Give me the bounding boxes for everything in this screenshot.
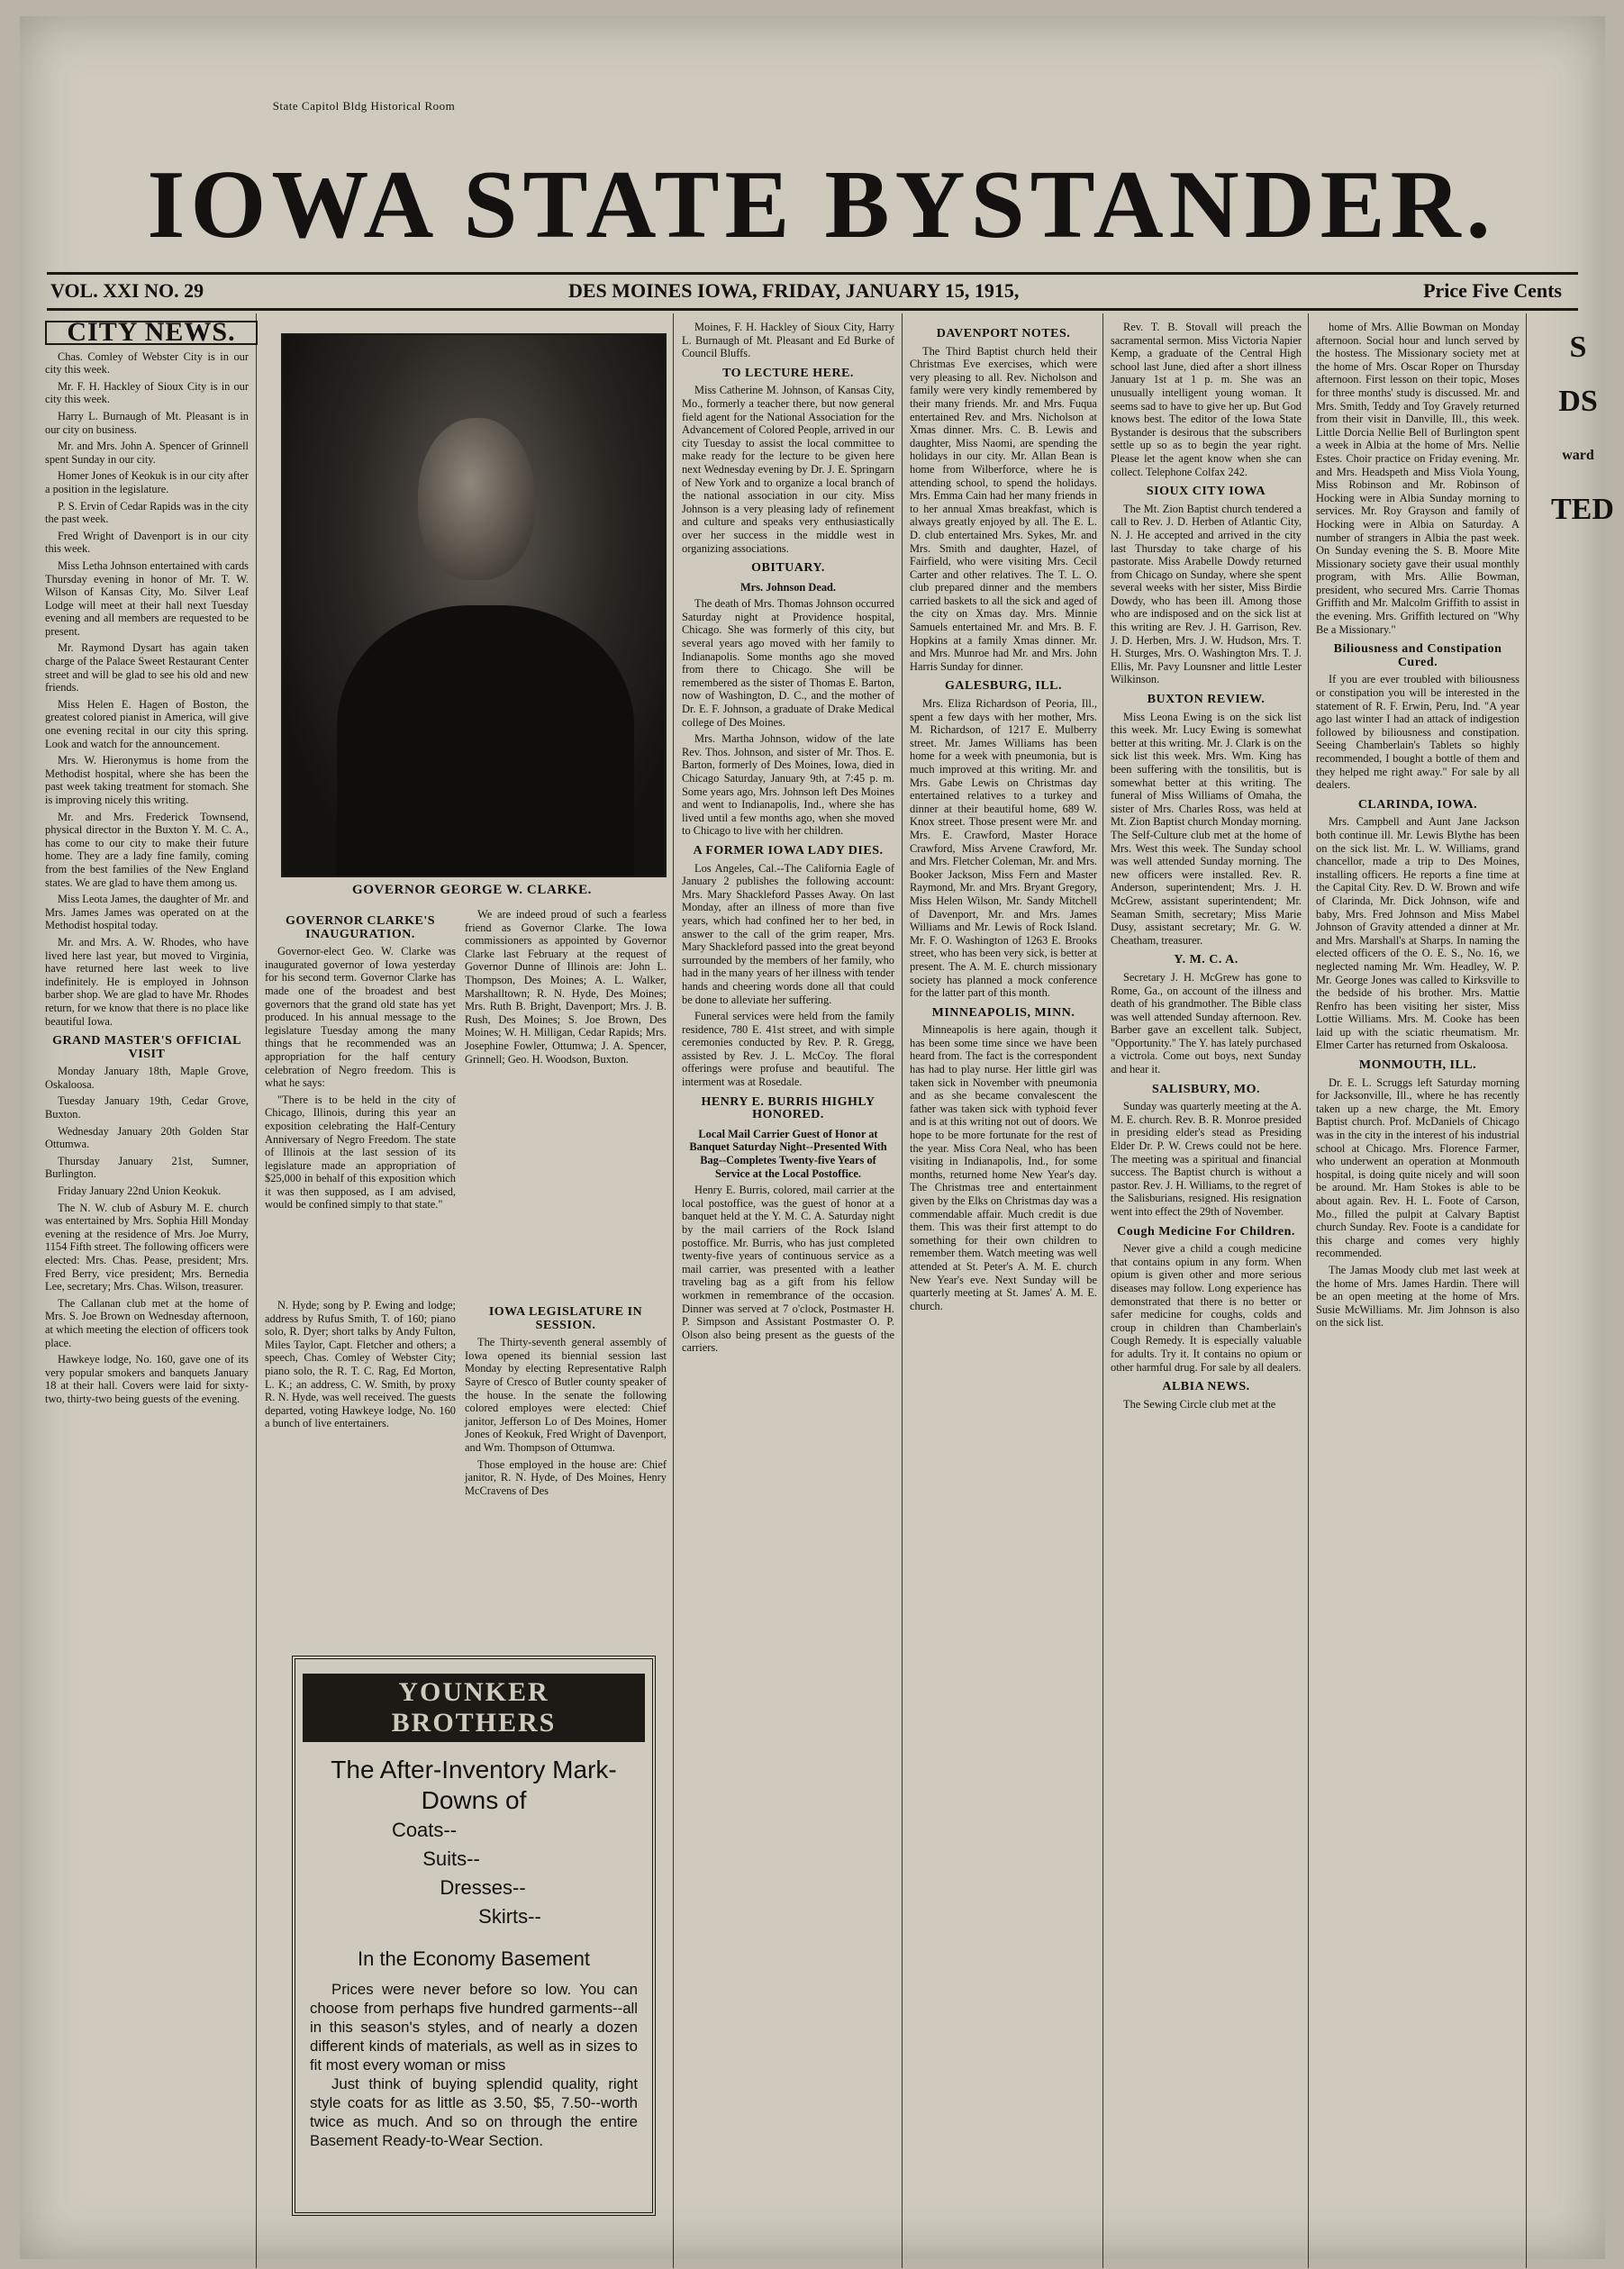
dateline: [50, 279, 1573, 306]
article-paragraph: Miss Leona Ewing is on the sick list this week. Mr. Lucy Ewing is somewhat better at this writing. Mr. J. Clark is on the sick list this week. Mrs. Wm. King has been suffering with the tonsilitis, but is somewhat better at this writing. The funeral of Miss Williams of Omaha, the sister of Mrs. Charles Ross, was held at Mt. Zion Baptist church Monday morning. The Self-Culture club met at the home of Mrs. West this week. The Sunday school was well attended Sunday morning. The new officers were installed. Rev. R. Anderson, superintendent; Mrs. J. H. McGrew, assistant superintendent; Mr. Seaman Smith, secretary; Miss Marie Dusy, assistant secretary; Mr. G. W. Cheatham, treasurer.: [1111, 710, 1302, 947]
article-paragraph: Mrs. Campbell and Aunt Jane Jackson both continue ill. Mr. Lewis Blythe has been on the sick list. Mr. L. W. Williams, grand chancellor, made a trip to Des Moines, installing officers. He reports a fine time at the Capital City. Rev. D. W. Brown and wife of Clarinda, Mr. Dick Johnson, wife and baby, Mrs. Fred Johnson and Miss Mabel Johnson of Gravity attended a dinner at Mr. and Mrs. Marshall's at Sharps. In naming the elected officers of the O. E. S., No. 16, we neglected naming Mr. Wm. Headley, W. P. Mr. George Jones was called to Kirksville to the bedside of his brother. Mrs. Mattie Renfro has been visiting her sister, Miss Lottie Williams. Mrs. M. Cooke has been laid up with the sciatic rheumatism. Mr. Elmer Carter has returned from Oskaloosa.: [1316, 815, 1520, 1052]
article-paragraph: Never give a child a cough medicine that contains opium in any form. When opium is given other and more serious diseases may follow. Long experience has demonstrated that there is no better or safer medicine for coughs, colds and croup in children than Chamberlain's Cough Remedy. It is especially valuable for adults. Try it. It contains no opium or other harmful drug. For sale by all dealers.: [1111, 1242, 1302, 1374]
article-paragraph: Secretary J. H. McGrew has gone to Rome, Ga., on account of the illness and death of his grandmother. The Bible class was well attended Sunday afternoon. Rev. Barber gave an excellent talk. Subject, "Opportunity." The Y. has lately purchased a victrola. Come out boys, next Sunday and hear it.: [1111, 970, 1302, 1076]
grand-master-heading: GRAND MASTER'S OFFICIAL VISIT: [52, 1034, 241, 1061]
article-paragraph: Funeral services were held from the family residence, 780 E. 41st street, and with simple ceremonies conducted by Rev. P. R. Gregg, assisted by Rev. J. L. McCoy. The floral offerings were profuse and beautiful. The interment was at Rosedale.: [682, 1010, 894, 1089]
article-paragraph: Governor-elect Geo. W. Clarke was inaugurated governor of Iowa yesterday for his second term. Governor Clarke has made one of the broadest and best governors that the grand old state has yet produced. In his annual message to the legislature Tuesday among the many things that he recommended was an appropriation for the half century celebration of Negro freedom. This is what he says:: [265, 945, 456, 1090]
news-item: Hawkeye lodge, No. 160, gave one of its very popular smokers and banquets January 18 at their hall. Covers were laid for sixty-two, thirty-two being guests of the evening.: [45, 1353, 249, 1405]
ad-brand: YOUNKER BROTHERS: [303, 1674, 645, 1742]
article-paragraph: Minneapolis is here again, though it has been some time since we have been heard from. The fact is the correspondent has had to play nurse. Her little girl was taken sick in November with pneumonia and as she became convalescent the father was taken sick with typhoid fever and is at this writing not out of doors. We hope to be more fortunate for the rest of the year. Miss Cora Neal, who has been visiting in Indianapolis, Ind., for some months, returned home New Year's day. The Christmas tree and entertainment given by the Elks on Christmas day was a commendable affair. Much credit is due them. This was their first attempt to do something for their own children to remember them. Watch meeting was well attended at St. Peter's A. M. E. church New Year's eve. Next Sunday will be quarterly meeting at St. James' A. M. E. church.: [910, 1023, 1097, 1312]
article-paragraph: Henry E. Burris, colored, mail carrier at the local postoffice, was the guest of honor at a banquet held at the Y. M. C. A. Saturday night by the mail carriers of the Rock Island postoffice. Mr. Burris, who has just completed twenty-five years of continuous service as a mail carrier, was presented with a leather traveling bag as a gift from his fellow workmen in remembrance of the occasion. Dinner was served at 7 o'clock, Postmaster H. P. Simpson and Assistant Postmaster O. P. Olson also being present as the guests of the carriers.: [682, 1184, 894, 1355]
fragment-text: ward: [1562, 448, 1594, 463]
fragment-text: DS: [1558, 385, 1598, 418]
news-item: The Callanan club met at the home of Mrs. S. Joe Brown on Wednesday afternoon, at which meeting the election of officers took place.: [45, 1296, 249, 1349]
burris-subheading: Local Mail Carrier Guest of Honor at Banquet Saturday Night--Presented With Bag--Completes Twenty-five Years of Service at the Local Postoffice.: [689, 1127, 887, 1180]
issue-date: DES MOINES IOWA, FRIDAY, JANUARY 15, 1915,: [568, 279, 1020, 302]
biliousness-heading: Biliousness and Constipation Cured.: [1333, 642, 1502, 669]
albia-heading: ALBIA NEWS.: [1162, 1380, 1250, 1394]
ad-item: Dresses--: [440, 1876, 526, 1899]
younker-advertisement: [292, 1656, 656, 2216]
news-item: P. S. Ervin of Cedar Rapids was in the city the past week.: [45, 499, 249, 526]
dateline-rule: [47, 308, 1578, 311]
news-item: Friday January 22nd Union Keokuk.: [58, 1184, 222, 1198]
city-news-column: [45, 317, 249, 2257]
clarinda-heading: CLARINDA, IOWA.: [1357, 797, 1478, 812]
article-paragraph: The Mt. Zion Baptist church tendered a call to Rev. J. D. Herben of Atlantic City, N. J. He accepted and arrived in the city last Thursday to take charge of his pastorate. Miss Arabelle Dowdy returned from Chicago on Sunday, where she spent several weeks with her sister, Miss Birdie Dowdy, who has been ill. Among those who are indisposed and on the sick list at this writing are Rev. J. H. Garrison, Rev. J. D. Herben, Mrs. J. W. Hudson, Mrs. T. H. Sturges, Mrs. O. Washington Mrs. T. J. Ellis, Mr. Pavy Lounsner and little Lester Wilkinson.: [1111, 502, 1302, 686]
news-item: Monday January 18th, Maple Grove, Oskaloosa.: [45, 1065, 249, 1091]
lady-dies-heading: A FORMER IOWA LADY DIES.: [693, 843, 884, 858]
article-paragraph: Dr. E. L. Scruggs left Saturday morning for Jacksonville, Ill., where he has recently taken up a new charge, the Mt. Emory Baptist church. Prof. McDaniels of Chicago was in the city in the interest of his industrial school at Chicago. Mrs. Florence Farmer, who underwent an operation at Monmouth hospital, is doing quite nicely and will soon be around. Mr. Ham Stokes is able to be about again. Rev. H. L. Foote of Carson, Mo., filled the pulpit at Calvary Baptist church Sunday. Rev. Foote is a candidate for this charge and comes very highly recommended.: [1316, 1076, 1520, 1260]
ad-subheading: In the Economy Basement: [357, 1947, 591, 1970]
galesburg-heading: GALESBURG, ILL.: [944, 679, 1063, 694]
legislature-heading: IOWA LEGISLATURE IN SESSION.: [488, 1305, 643, 1332]
column-rule: [673, 313, 674, 2268]
column-rule: [1308, 313, 1309, 2268]
cropped-column-fragment: [1551, 321, 1614, 681]
article-paragraph: home of Mrs. Allie Bowman on Monday afternoon. Social hour and lunch served by the hostess. The Missionary society met at the home of Mrs. Oscar Roper on Thursday afternoon. First lesson on their topic, Moses for three months' study is discussed. Mr. and Mrs. Smith, Teddy and Toy Gravely returned from their visit in Danville, Ill., this week. Little Dorcia Nellie Bell of Burlington spent a week in Albia at the home of Mrs. Nellie Estes. Choir practice on Friday evening. Mr. and Mrs. Headspeth and Miss Viola Young, Miss Robinson and Mr. Robinson of Hocking were in Albia Sunday morning to services. Mr. Roy Grayson and family of Hocking were in Albia on Saturday. A number of strangers in Albia the past week. On Sunday evening the S. B. Moore Mite Missionary society gave their usual monthly program, with Mrs. Allie Bowman, president, who secured Mrs. Carrie Thomas Griffith and Mr. Malcolm Griffith to assist in the evening. Mrs. Griffith lectured on "Why Be a Missionary.": [1316, 321, 1520, 636]
library-stamp: State Capitol Bldg Historical Room: [272, 99, 456, 113]
legislature-column: [465, 1299, 667, 1641]
buxton-heading: BUXTON REVIEW.: [1147, 693, 1266, 707]
obituary-heading: OBITUARY.: [751, 561, 825, 576]
issue-price: Price Five Cents: [1423, 279, 1562, 302]
news-item: Wednesday January 20th Golden Star Ottumwa.: [45, 1124, 249, 1151]
top-rule: [47, 272, 1578, 275]
article-paragraph: Miss Catherine M. Johnson, of Kansas City, Mo., formerly a teacher there, but now general field agent for the National Association for the Advancement of Colored People, arrived in our city Tuesday to assist the local committee to make ready for the lecture to be given here next Wednesday evening by Dr. J. E. Springarn of New York and to organize a local branch of the national association in our city. Miss Johnson is a very pleasing lady of refinement and culture and speaks very enthusiastically over her success in the middle west in organizing associations.: [682, 384, 894, 555]
article-paragraph: The Jamas Moody club met last week at the home of Mrs. James Hardin. There will be an open meeting at the home of Mrs. Susie McWilliams. Mr. Jim Johnson is also on the sick list.: [1316, 1263, 1520, 1330]
davenport-heading: DAVENPORT NOTES.: [936, 327, 1071, 340]
news-item: Miss Letha Johnson entertained with cards Thursday evening in honor of Mr. T. W. Wilson of Kansas City, Mo. Silver Leaf Lodge will meet at their hall next Tuesday evening and all members are requested to be present.: [45, 558, 249, 638]
newspaper-page: [20, 16, 1614, 2259]
article-paragraph: Mrs. Eliza Richardson of Peoria, Ill., spent a few days with her mother, Mrs. M. Richardson, of 1217 E. Mulberry street. Mr. James Williams has been home for a week with pneumonia, but is much improved at this writing. Mr. and Mrs. Gabe Lewis on Christmas day entertained relatives to a turkey and dinner at their beautiful home, 689 W. Knox street. Those present were Mr. and Mrs. E. Crawford, Master Horace Crawford, Miss Arvene Crawford, Mr. and Mrs. Fletcher Coleman, Mr. and Mrs. Booker Jackson, Miss Fern and Master Raymond, Mr. and Mrs. Bryant Gregory, Miss Helen Wilson, Mr. Sandy Mitchell of Davenport, Mr. and Mrs. James Williams and Mr. Lewis of Rock Island. Mr. F. O. Washington of 1263 E. Brooks street, who has been very sick, is better at present. The A. M. E. church missionary society has planned a mock conference for the latter part of this month.: [910, 697, 1097, 1000]
ad-paragraph: Prices were never before so low. You can choose from perhaps five hundred garments--all in this season's styles, and of nearly a dozen different kinds of materials, as well as in sizes to fit most every woman or miss: [310, 1981, 638, 2074]
ymca-heading: Y. M. C. A.: [1174, 953, 1238, 967]
news-item: Mr. and Mrs. Frederick Townsend, physical director in the Buxton Y. M. C. A., has come to our city to make their future home. They are a lady fine family, coming from the best families of the New England states. We are glad to have them among us.: [45, 810, 249, 889]
column-five: [910, 321, 1097, 2257]
governor-portrait: [281, 333, 667, 877]
lecture-heading: TO LECTURE HERE.: [722, 366, 854, 380]
article-paragraph: We are indeed proud of such a fearless friend as Governor Clarke. The Iowa commissioners as appointed by Governor Clarke last February at the request of Governor Dunne of Illinois are: John L. Thompson, Des Moines; A. L. Walker, Marshalltown; R. N. Hyde, Des Moines; Mrs. Ruth B. Bright, Davenport; Mrs. J. B. Rush, Des Moines; S. Joe Brown, Des Moines; W. H. Milligan, Cedar Rapids; Mrs. Josephine Fowler, Ottumwa; J. A. Spencer, Grinnell; Geo. H. Woodson, Buxton.: [465, 908, 667, 1066]
news-item: Homer Jones of Keokuk is in our city after a position in the legislature.: [45, 469, 249, 495]
cough-medicine-heading: Cough Medicine For Children.: [1117, 1224, 1295, 1239]
masthead-title: IOWA STATE BYSTANDER.: [147, 151, 1496, 259]
burris-heading: HENRY E. BURRIS HIGHLY HONORED.: [701, 1094, 876, 1122]
ad-paragraph: Just think of buying splendid quality, right style coats for as little as 3.50, $5, 7.50--worth twice as much. And so on through the entire Basement Ready-to-Wear Section.: [310, 2075, 638, 2149]
news-item: Mrs. W. Hieronymus is home from the Methodist hospital, where she has been the past week taking treatment for stomach. She is improving nicely this writing.: [45, 754, 249, 806]
news-item: Chas. Comley of Webster City is in our city this week.: [45, 349, 249, 377]
article-paragraph: Moines, F. H. Hackley of Sioux City, Harry L. Burnaugh of Mt. Pleasant and Ed Burke of Council Bluffs.: [682, 321, 894, 360]
column-seven: [1316, 321, 1520, 2257]
hawkeye-column: [265, 1299, 456, 1641]
column-rule: [1102, 313, 1103, 2268]
news-item: Thursday January 21st, Sumner, Burlington.: [45, 1154, 249, 1181]
news-item: Miss Leota James, the daughter of Mr. and Mrs. James James was operated on at the Methodist hospital today.: [45, 893, 249, 932]
article-paragraph: The Thirty-seventh general assembly of Iowa opened its biennial session last Monday by electing Representative Ralph Sayre of Cresco of Butler county speaker of the house. In the senate the following colored employes were elected: Chief janitor, Jefferson Lo of Des Moines, Homer Jones of Keokuk, Fred Wright of Davenport, and Wm. Thompson of Ottumwa.: [465, 1336, 667, 1454]
article-paragraph: Mrs. Martha Johnson, widow of the late Rev. Thos. Johnson, and sister of Mr. Thos. E. Barton, formerly of Des Moines, Iowa, died in Chicago Saturday, January 9th, at 7:45 p. m. Some years ago, Mrs. Johnson left Des Moines and went to Indianapolis, Ind., where she has lived until a few months ago, when she moved to Chicago to live with her children.: [682, 732, 894, 838]
column-six: [1111, 321, 1302, 2257]
news-item: Fred Wright of Davenport is in our city this week.: [45, 529, 249, 556]
column-four: [682, 321, 894, 2257]
volume-number: VOL. XXI NO. 29: [50, 279, 204, 302]
ad-item: Coats--: [391, 1819, 458, 1841]
article-paragraph: Los Angeles, Cal.--The California Eagle of January 2 publishes the following account: Mrs. Mary Shackleford Passes Away. On last Monday, after an illness of more than five years, which had confined her to her bed, in answer to the call of the grim reaper, Mrs. Mary Shackleford passed into the great beyond surrounded by the members of her family, who had in the many years of her illness with tender hands and cheering words done all that could be done to alleviate her suffering.: [682, 861, 894, 1006]
article-paragraph: If you are ever troubled with biliousness or constipation you will be interested in the statement of R. F. Erwin, Peru, Ind. "A year ago last winter I had an attack of indigestion followed by biliousness and constipation. Seeing Chamberlain's Tablets so highly recommended, I bought a bottle of them and they helped me right away." For sale by all dealers.: [1316, 673, 1520, 792]
monmouth-heading: MONMOUTH, ILL.: [1358, 1058, 1477, 1073]
news-item: Harry L. Burnaugh of Mt. Pleasant is in our city on business.: [45, 409, 249, 436]
news-item: Mr. F. H. Hackley of Sioux City is in our city this week.: [45, 379, 249, 406]
minneapolis-heading: MINNEAPOLIS, MINN.: [931, 1005, 1075, 1020]
column-rule: [902, 313, 903, 2268]
inauguration-heading: GOVERNOR CLARKE'S INAUGURATION.: [285, 914, 436, 941]
column-rule: [1526, 313, 1527, 2268]
column-rule: [256, 313, 257, 2268]
salisbury-heading: SALISBURY, MO.: [1152, 1082, 1260, 1096]
ad-headline: The After-Inventory Mark-Downs of: [331, 1756, 617, 1814]
ad-item: Skirts--: [478, 1905, 541, 1928]
portrait-face: [418, 418, 535, 580]
news-item: Mr. and Mrs. A. W. Rhodes, who have lived here last year, but moved to Virginia, have returned here last week to live indefinitely. He is employed in Johnson barber shop. We are glad to have Mr. Rhodes return, for we know that there is no place like beautiful Iowa.: [45, 935, 249, 1028]
article-paragraph: Those employed in the house are: Chief janitor, R. N. Hyde, of Des Moines, Henry McCravens of Des: [465, 1457, 667, 1497]
article-paragraph: Rev. T. B. Stovall will preach the sacramental sermon. Miss Victoria Napier Kemp, a graduate of the Central High school last June, died after a short illness January 1st at 1 p. m. She was an unusually intelligent young woman. It seems sad to have to give her up. But God knows best. The editor of the Iowa State Bystander is desirous that the subscribers settle up so as to begin the year right. Please let the agent know when she can collect. Telephone Colfax 242.: [1111, 321, 1302, 478]
ad-body: [303, 1980, 645, 2150]
article-paragraph: "There is to be held in the city of Chicago, Illinois, during this year an exposition celebrating the Half-Century Anniversary of Negro Freedom. The state of Illinois at the last session of its legislature made an appropriation of $25,000 in behalf of this exposition which it was then supposed, as I am advised, would be confined simply to that state.": [265, 1093, 456, 1212]
news-item: Miss Helen E. Hagen of Boston, the greatest colored pianist in America, will give one evening recital in our city this spring. Look and watch for the announcement.: [45, 697, 249, 750]
article-paragraph: The Sewing Circle club met at the: [1123, 1397, 1276, 1411]
fragment-text: S: [1569, 331, 1587, 364]
article-paragraph: Sunday was quarterly meeting at the A. M. E. church. Rev. B. R. Monroe presided in presiding elder's stead as Presiding Elder Dr. P. W. Crews could not be here. The meeting was a spiritual and financial success. The Baptist church is without a pastor. Rev. J. H. Williams, to the regret of the Salisburians, resigned. His resignation went into effect the 29th of November.: [1111, 1100, 1302, 1218]
ad-item: Suits--: [422, 1847, 480, 1870]
portrait-coat: [337, 605, 634, 876]
article-paragraph: The Third Baptist church held their Christmas Eve exercises, which were very pleasing to all. Rev. Nicholson and family were very kindly remembered by their many friends. Mr. and Mrs. Fuqua entertained Rev. and Mrs. Nicholson at Xmas dinner. Mrs. C. B. Lewis and daughter, Miss Naomi, are spending the holidays in our city. Mr. Allan Bean is home from Wilberforce, where he is attending school, to spend the holidays. Mrs. Emma Cain had her many friends in to her annual Xmas breakfast, which is always greatly enjoyed by all. The E. L. D. club entertained Mrs. Sykes, Mr. and Mrs. Smith and daughter, Hazel, of Fairfield, who were visiting Mrs. Cecil Carter and other relatives. The T. L. O. club prepared dinner and the members carried baskets to all the sick and aged of the city on Xmas day. Mrs. Minnie Samuels entertained Mr. and Mrs. B. F. Hopkins at a family Xmas dinner. Mr. and Mrs. Munroe had Mr. and Mrs. John Harris Sunday for dinner.: [910, 344, 1097, 673]
portrait-caption: GOVERNOR GEORGE W. CLARKE.: [351, 883, 593, 897]
news-item: Tuesday January 19th, Cedar Grove, Buxton.: [45, 1094, 249, 1121]
article-paragraph: N. Hyde; song by P. Ewing and lodge; address by Rufus Smith, T. of 160; piano solo, R. Dyer; short talks by Andy Fulton, Miles Taylor, Capt. Fletcher and others; a speech, Chas. Comley of Webster City; piano solo, the R. T. C. Rag, Ed Morton, L. K.; an address, C. W. Smith, by proxy R. N. Hyde, was well received. The guests departed, voting Hawkeye lodge, No. 160 a bunch of live entertainers.: [265, 1299, 456, 1430]
inauguration-column: [265, 908, 456, 1295]
city-news-heading: CITY NEWS.: [45, 321, 258, 345]
news-item: Mr. and Mrs. John A. Spencer of Grinnell spent Sunday in our city.: [45, 440, 249, 466]
obituary-subheading: Mrs. Johnson Dead.: [739, 580, 837, 594]
fragment-text: TED: [1551, 493, 1614, 526]
article-paragraph: The death of Mrs. Thomas Johnson occurred Saturday night at Providence hospital, Chicago. She was formerly of this city, but several years ago moved with her family to Indianapolis. Some months ago she moved from there to Chicago. She will be remembered as the sister of Thomas E. Barton, now of Washington, D. C., and the mother of Dr. E. F. Johnson, a graduate of Drake Medical college of Des Moines.: [682, 597, 894, 729]
sioux-city-heading: SIOUX CITY IOWA: [1146, 485, 1266, 499]
news-item: Mr. Raymond Dysart has again taken charge of the Palace Sweet Restaurant Center street and will be glad to see his old and new friends.: [45, 641, 249, 694]
ad-item-list: [303, 1816, 645, 1931]
news-item: The N. W. club of Asbury M. E. church was entertained by Mrs. Sophia Hill Monday evening at the residence of Mrs. Joe Murry, 1154 Fifth street. The following officers were elected: Mrs. Chas. Pease, president; Mrs. Fred Berry, vice president; Mrs. Bernedia Lee, secretary; Mrs. Chas. Wilson, treasurer.: [45, 1201, 249, 1293]
inauguration-column-continued: [465, 908, 667, 1295]
